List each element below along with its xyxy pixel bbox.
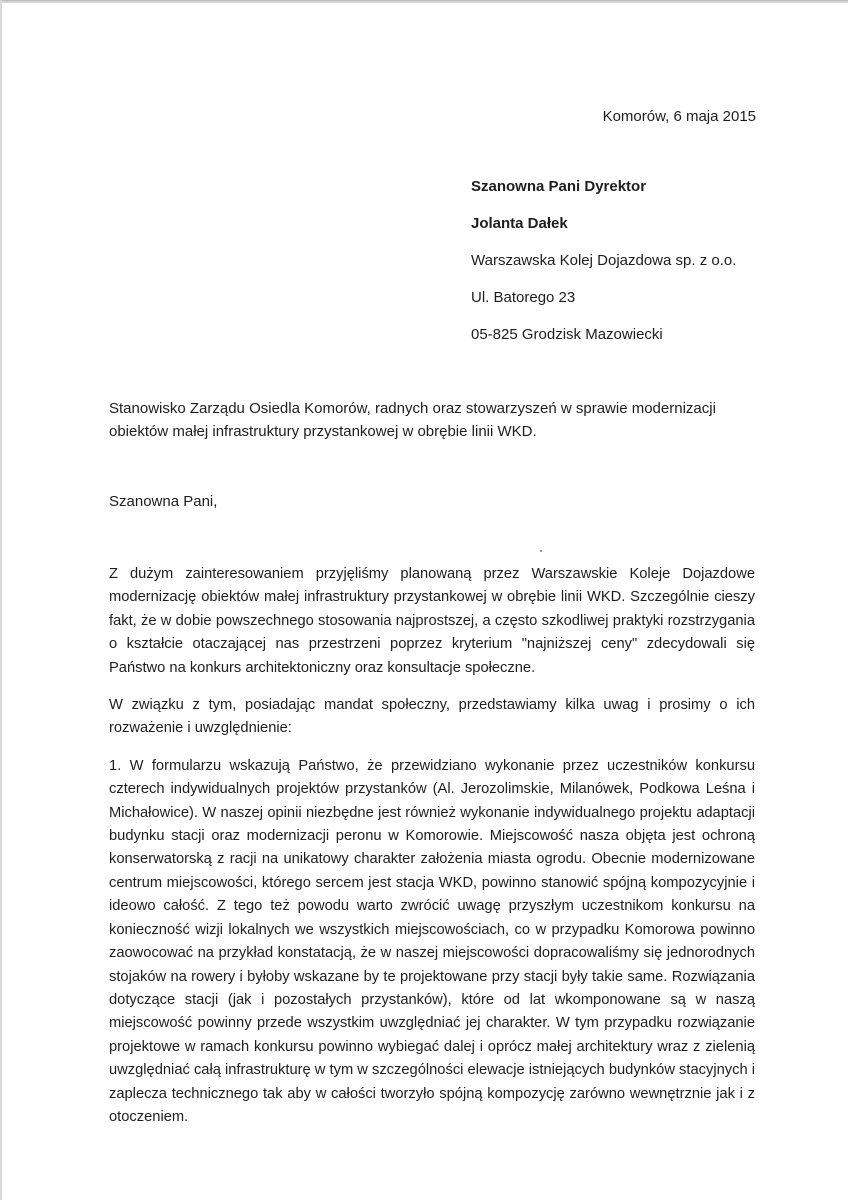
scan-left-edge: [0, 0, 2, 1200]
recipient-street: Ul. Batorego 23: [471, 289, 576, 306]
scan-speck: [540, 550, 542, 552]
body-paragraph-intro: Z dużym zainteresowaniem przyjęliśmy planowaną przez Warszawskie Koleje Dojazdowe modernizację obiektów małej infrastruktury przystankowej w obrębie linii WKD. Szczególnie cieszy fakt, że w dobie powszechnego stosowania najprostszej, a często szkodliwej praktyki rozstrzygania o kształcie otaczającej nas przestrzeni poprzez kryterium "najniższej ceny" zdecydowali się Państwo na konkurs architektoniczny oraz konsultacje społeczne.: [109, 566, 755, 676]
recipient-title: Szanowna Pani Dyrektor: [471, 178, 647, 195]
recipient-city: 05-825 Grodzisk Mazowiecki: [471, 326, 663, 343]
recipient-company: Warszawska Kolej Dojazdowa sp. z o.o.: [471, 252, 737, 269]
letter-body: [109, 563, 755, 1143]
body-paragraph-point-1: 1. W formularzu wskazują Państwo, że przewidziano wykonanie przez uczestników konkursu czterech indywidualnych projektów przystanków (Al. Jerozolimskie, Milanówek, Podkowa Leśna i Michałowice). W naszej opinii niezbędne jest również wykonanie indywidualnego projektu adaptacji budynku stacji oraz modernizacji peronu w Komorowie. Miejscowość nasza objęta jest ochroną konserwatorską z racji na unikatowy charakter założenia miasta ogrodu. Obecnie modernizowane centrum miejscowości, którego sercem jest stacja WKD, powinno stanowić spójną kompozycyjnie i ideowo całość. Z tego też powodu warto zwrócić uwagę przyszłym uczestnikom konkursu na konieczność wizji lokalnych we wszystkich miejscowościach, co w przypadku Komorowa powinno zaowocować na przykład konstatacją, że w naszej miejscowości dopracowaliśmy się jednorodnych stojaków na rowery i byłoby wskazane by te projektowane przy stacji były takie same. Rozwiązania dotyczące stacji (jak i pozostałych przystanków), które od lat wkomponowane są w naszą miejscowość powinny przede wszystkim uwzględniać jej charakter. W tym przypadku rozwiązanie projektowe w ramach konkursu powinno wybiegać dalej i oprócz małej architektury wraz z zielenią uwzględniać całą infrastrukturę w tym w szczególności elewacje istniejących budynków stacyjnych i zaplecza technicznego tak aby w całości tworzyło spójną kompozycję zarówno wewnętrznie jak i z otoczeniem.: [109, 757, 755, 1125]
body-paragraph-request: W związku z tym, posiadając mandat społeczny, przedstawiamy kilka uwag i prosimy o ich rozważenie i uwzględnienie:: [109, 697, 755, 737]
recipient-block: [471, 178, 771, 363]
letter-date: Komorów, 6 maja 2015: [602, 108, 756, 125]
letter-greeting: Szanowna Pani,: [109, 493, 218, 510]
letter-subject: Stanowisko Zarządu Osiedla Komorów, radnych oraz stowarzyszeń w sprawie modernizacji obiektów małej infrastruktury przystankowej w obrębie linii WKD.: [109, 400, 716, 440]
scan-top-edge: [0, 0, 848, 3]
recipient-name: Jolanta Dałek: [471, 215, 568, 232]
